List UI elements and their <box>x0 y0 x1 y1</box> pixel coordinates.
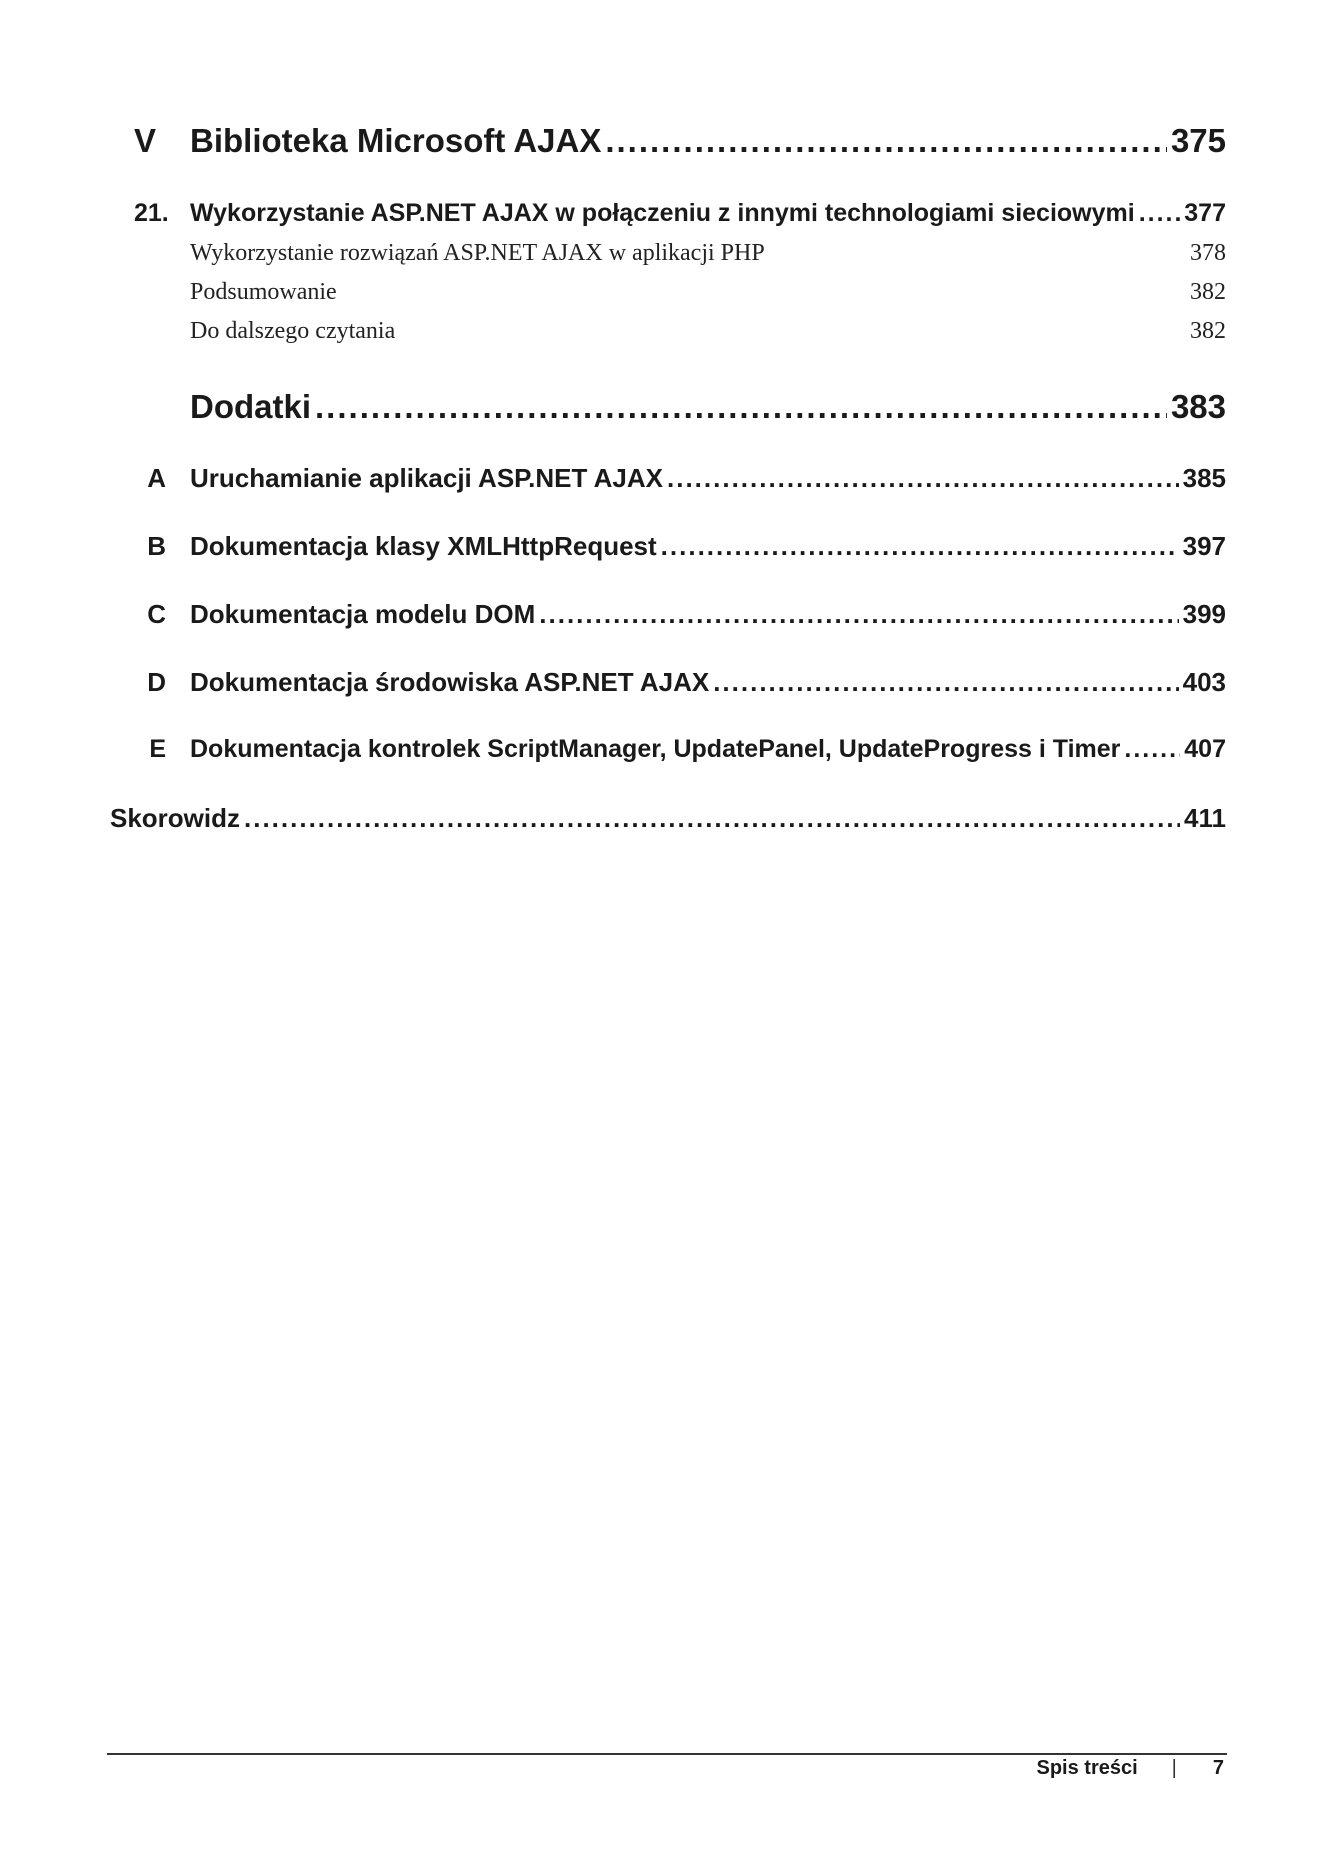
appendix-title: Dokumentacja kontrolek ScriptManager, UpdatePanel, UpdateProgress i Timer <box>190 735 1121 763</box>
section-title: Do dalszego czytania <box>190 318 396 344</box>
footer-page-number: 7 <box>1212 1757 1224 1779</box>
dot-leader <box>315 388 1167 426</box>
section-title: Wykorzystanie rozwiązań ASP.NET AJAX w aplikacji PHP <box>190 240 765 266</box>
appendix-page-number: 407 <box>1184 735 1226 763</box>
toc-chapter-entry[interactable] <box>134 199 1226 228</box>
page-footer <box>1037 1757 1225 1780</box>
dot-leader <box>667 463 1179 494</box>
footer-divider <box>107 1753 1227 1755</box>
footer-label: Spis treści <box>1036 1757 1138 1779</box>
dot-leader <box>605 122 1167 160</box>
dot-leader <box>539 599 1178 630</box>
dot-leader <box>244 803 1180 834</box>
toc-part-entry[interactable] <box>134 122 1226 160</box>
appendix-letter: D <box>147 667 166 697</box>
part-page-number: 375 <box>1170 122 1226 159</box>
toc-index-entry[interactable] <box>110 803 1226 834</box>
appendix-page-number: 399 <box>1182 599 1226 629</box>
part-number: V <box>134 122 157 159</box>
dot-leader <box>661 531 1179 562</box>
index-page-number: 411 <box>1184 803 1226 833</box>
toc-section-entry[interactable] <box>190 240 1226 267</box>
dot-leader <box>1139 199 1181 228</box>
chapter-page-number: 377 <box>1184 199 1226 227</box>
toc-appendix-entry[interactable] <box>134 463 1226 494</box>
part-title: Biblioteka Microsoft AJAX <box>190 122 602 159</box>
section-page-number: 378 <box>1190 240 1226 266</box>
toc-section-entry[interactable] <box>190 279 1226 306</box>
appendices-group-page-number: 383 <box>1170 388 1226 425</box>
footer-separator: | <box>1171 1757 1177 1779</box>
appendix-title: Dokumentacja klasy XMLHttpRequest <box>190 531 657 561</box>
toc-appendix-entry[interactable] <box>134 735 1226 764</box>
dot-leader <box>1124 735 1180 764</box>
appendix-page-number: 385 <box>1182 463 1226 493</box>
chapter-number: 21. <box>134 199 169 227</box>
section-title: Podsumowanie <box>190 279 337 305</box>
toc-appendix-entry[interactable] <box>134 599 1226 630</box>
appendix-letter: B <box>147 531 166 561</box>
appendix-title: Dokumentacja modelu DOM <box>190 599 536 629</box>
toc-section-entry[interactable] <box>190 318 1226 345</box>
appendix-letter: A <box>147 463 166 493</box>
appendix-page-number: 403 <box>1182 667 1226 697</box>
dot-leader <box>713 667 1178 698</box>
toc-appendix-entry[interactable] <box>134 531 1226 562</box>
index-title: Skorowidz <box>110 803 241 833</box>
appendix-letter: C <box>147 599 166 629</box>
appendix-letter: E <box>149 735 166 763</box>
toc-appendices-group-entry[interactable] <box>190 388 1226 426</box>
section-page-number: 382 <box>1190 318 1226 344</box>
section-page-number: 382 <box>1190 279 1226 305</box>
appendix-title: Uruchamianie aplikacji ASP.NET AJAX <box>190 463 663 493</box>
appendices-group-title: Dodatki <box>190 388 312 425</box>
appendix-page-number: 397 <box>1182 531 1226 561</box>
chapter-title: Wykorzystanie ASP.NET AJAX w połączeniu z innymi technologiami sieciowymi <box>190 199 1135 227</box>
toc-appendix-entry[interactable] <box>134 667 1226 698</box>
appendix-title: Dokumentacja środowiska ASP.NET AJAX <box>190 667 710 697</box>
